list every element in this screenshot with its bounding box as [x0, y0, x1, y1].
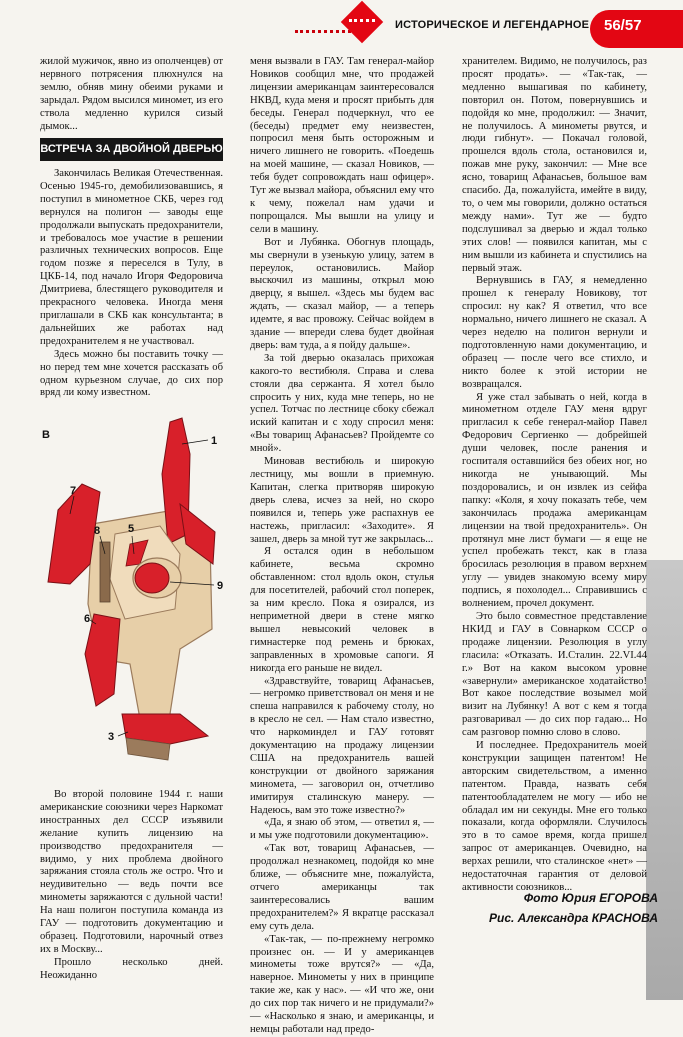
- subheading: ВСТРЕЧА ЗА ДВОЙНОЙ ДВЕРЬЮ: [40, 138, 223, 161]
- column-2: [250, 56, 434, 1037]
- header-diamond-dots: [349, 19, 375, 22]
- photo-credit: Фото Юрия ЕГОРОВА: [523, 891, 658, 905]
- credits: [462, 888, 658, 928]
- shaft-part-8: [100, 542, 110, 602]
- header-dotted-rule: [295, 30, 357, 33]
- label-3: 3: [108, 731, 115, 743]
- page-header: [0, 0, 683, 46]
- label-7: 7: [70, 485, 77, 497]
- paragraph: жилой мужичок, явно из ополченцев) от нервного потрясения плюхнулся на землю, обняв мину обеими руками и зарыдал. Рядом высился миномет, из его ствола медленно курился сизый дымок...: [40, 56, 223, 132]
- view-letter: В: [42, 429, 50, 441]
- column-3: [462, 56, 647, 895]
- paragraph: И последнее. Предохранитель моей конструкции защищен патентом! Не авторским свидетельством, а именно патентом. Правда, назвать себя патентообладателем не могу — ибо не обладал им ни секунды. Мне его только показали, когда оформляли. Случилось это в то самое время, когда пришел запрос от американцев. Очевидно, на верхах решили, что сталинское «нет» — недостаточная гарантия от деловой активности союзников...: [462, 740, 647, 893]
- paragraph: За той дверью оказалась прихожая какого-то вестибюля. Справа и слева стояли два сержанта. Я хотел было спросить у них, куда мне теперь, но не успел. Тотчас по лестнице сбоку сбежал иский капитан и с ходу спросил меня: «Вы товарищ Афанасьев? Пройдемте со мной».: [250, 352, 434, 455]
- column-1-top: [40, 56, 223, 133]
- paragraph: «Здравствуйте, товарищ Афанасьев, — негромко приветствовал он меня и не спеша направился к рабочему столу, но в кресло не сел. — Нам стало известно, что наркоминдел и ГАУ готовят документацию на продажу лицензии США на предохранитель вашей конструкции от двойного заряжания миномета, — заговорил он, отчетливо имитируя сталинскую манеру. — Надеюсь, вам это тоже известно?»: [250, 675, 434, 816]
- section-title: ИСТОРИЧЕСКОЕ И ЛЕГЕНДАРНОЕ: [395, 19, 590, 31]
- header-diamond-mark: [341, 1, 383, 43]
- paragraph: Я уже стал забывать о ней, когда в минометном отделе ГАУ меня вдруг пригласил к себе генерал-майор Павел Федорович Сергиенко — добрейшей души человек, после ранения и госпиталя оставшийся без обеих ног, но никогда не унывающий. Мы поздоровались, и он извлек из сейфа папку: «Коля, я хочу показать тебе, чем закончилась продажа американцам лицензии на твой предохранитель». Он протянул мне лист бумаги — я еще не успел пробежать текст, как в глаза бросилась резолюция в правом верхнем углу — увидев знакомую всему миру подпись, я похолодел... Справившись с волнением, прочел документ.: [462, 391, 647, 610]
- label-6: 6: [84, 613, 91, 625]
- label-5: 5: [128, 523, 135, 535]
- paragraph: «Да, я знаю об этом, — ответил я, — и мы уже подготовили документацию».: [250, 817, 434, 842]
- paragraph: «Так вот, товарищ Афанасьев, — продолжал незнакомец, подойдя ко мне ближе, — объясните мне, пожалуйста, отчего американцы так заинтересовались вашим предохранителем?» Я вкратце рассказал ему суть дела.: [250, 843, 434, 932]
- label-9: 9: [217, 580, 224, 592]
- column-1-bottom: [40, 789, 223, 983]
- label-8: 8: [94, 525, 101, 537]
- arm-part-6: [85, 614, 120, 706]
- column-1-main: [40, 168, 223, 400]
- page-numbers: 56/57: [604, 17, 642, 34]
- fuse-drawing: [30, 414, 236, 774]
- drawing-credit: Рис. Александра КРАСНОВА: [489, 911, 658, 925]
- fuse-mechanism-illustration: [30, 414, 236, 774]
- roller-part-9: [135, 563, 169, 593]
- paragraph: хранителем. Видимо, не получилось, раз просят продать». — «Так-так, — медленно вышагивая по кабинету, повторил он. Потом, повернувшись и подойдя ко мне, продолжил: — Значит, не получилось. А минометы рвутся, и люди гибнут». — Покачал головой, прошелся вдоль стола, остановился и, пожав мне руку, закончил: — Мне все ясно, товарищ Афанасьев, большое вам спасибо. Да, пожалуйста, имейте в виду, то, о чем мы говорили, должно остаться между нами». Тут же — будто подслушивал за дверью и ждал только этих слов! — появился капитан, мы с ним вышли из кабинета и спустились на первый этаж.: [462, 56, 647, 274]
- paragraph: Вот и Лубянка. Обогнув площадь, мы свернули в узенькую улицу, затем в переулок, остановились. Майор выскочил из машины, открыл мою дверцу, я вышел. «Здесь мы будем вас ждать, — сказал майор, — а теперь идемте, я вас провожу. Сейчас войдем в здание — впереди слева будет двойная дверь: вам туда, а я пойду дальше».: [250, 236, 434, 351]
- paragraph: Закончилась Великая Отечественная. Осенью 1945-го, демобилизовавшись, я поступил в минометное СКБ, через год вернулся на полигон — заводы еще продолжали выпускать предохранители, и требовалось мое участие в решении различных технических вопросов. Еще годом позже я переселся в Тулу, в ЦКБ-14, под начало Игоря Федоровича Дмитриева, блестящего руководителя и прекрасного человека. Иногда меня приглашали в СКБ как консультанта; в дальнейших же работах над предохранителем я не участвовал.: [40, 168, 223, 347]
- paragraph: Во второй половине 1944 г. наши американские союзники через Наркомат иностранных дел СССР изъявили желание купить лицензию на производство предохранителя — видимо, у них проблема двойного заряжания стояла столь же остро. Что и неудивительно — ведь почти все минометы заряжаются с дульной части! На наш полигон поступила команда из ГАУ — подготовить документацию и образец. Подготовили, нарочный отвез их в Москву...: [40, 789, 223, 955]
- paragraph: «Так-так, — по-прежнему негромко произнес он. — И у американцев минометы тоже врутся?» — «Да, наверное. Минометы у них в принципе такие же, как у нас». — «И что же, они до сих пор так ничего и не придумали?» — «Насколько я знаю, и американцы, и немцы работали над предо-: [250, 933, 434, 1035]
- decorative-gray-band: [646, 560, 683, 1000]
- paragraph: Это было совместное представление НКИД и ГАУ в Совнарком СССР о продаже лицензии. Резолюция в углу гласила: «Отказать. И.Сталин. 22.VI.44 г.» Вот на каком высоком уровне «завернули» американское ходатайство! Вот какое последствие возымел мой визит на Лубянку! А вот с кем я тогда разговаривал — до сих пор гадаю... Но сам разговор помню слово в слово.: [462, 610, 647, 739]
- paragraph: Здесь можно бы поставить точку — но перед тем мне хочется рассказать об одном курьезном случае, до сих пор вряд ли кому известном.: [40, 348, 223, 399]
- paragraph: Я остался один в небольшом кабинете, весьма скромно обставленном: стол вдоль окон, стулья для посетителей, рабочий стол поперек, за ним кресло. Пока я озирался, из неприметной двери в стене мягко вышел невысокий человек в гимнастерке под ремень и брюках, заправленных в хромовые сапоги. Я никогда его раньше не видел.: [250, 546, 434, 674]
- paragraph: меня вызвали в ГАУ. Там генерал-майор Новиков сообщил мне, что продажей лицензии американцам заинтересовался НКВД, куда меня и просят прибыть для беседы. Генерал подчеркнул, что ее (беседы) предмет ему неизвестен, попросил меня быть осторожным и ничего лишнего не говорить. «Поедешь на моей машине, — сказал Новиков, — тебя будет сопровождать наш офицер». Тут же вызвал майора, объяснил ему что к чему, пожелал нам удачи и попрощался. Мы вышли на улицу и сели в машину.: [250, 56, 434, 235]
- paragraph: Вернувшись в ГАУ, я немедленно прошел к генералу Новикову, тот спросил: ну как? Я ответил, что все нормально, ничего лишнего не сказал. А через неделю на полигон вернули и подготовленную нами документацию, и образец — после чего все стихло, и никто более к этой истории не возвращался.: [462, 275, 647, 390]
- paragraph: Миновав вестибюль и широкую лестницу, мы вошли в приемную. Капитан, слегка притворяв широкую дверь слева, исчез за ней, но скоро появился и, теперь уже распахнув ее настежь, пригласил: «Заходите». Я зашел, дверь за мной тут же закрылась...: [250, 456, 434, 545]
- label-1: 1: [211, 435, 218, 447]
- paragraph: Прошло несколько дней. Неожиданно: [40, 956, 223, 981]
